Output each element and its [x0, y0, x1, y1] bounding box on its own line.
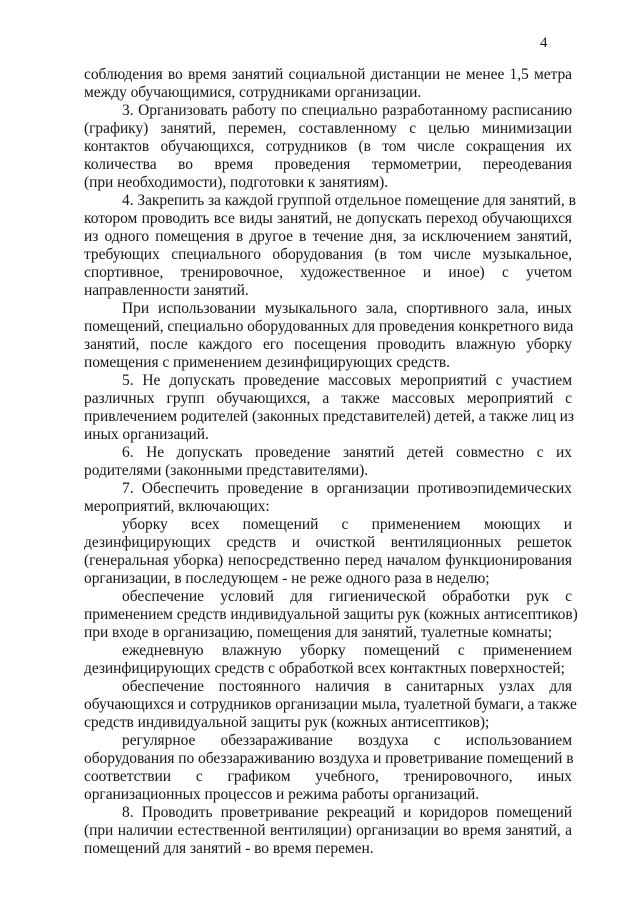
text-line: При использовании музыкального зала, спортивного зала, иных	[122, 300, 572, 317]
text-line: помещений для занятий - во время перемен.	[84, 840, 374, 857]
text-line: 5. Не допускать проведение массовых мероприятий с участием	[122, 372, 572, 389]
text-line: направленности занятий.	[84, 282, 249, 299]
paragraph-hand-hygiene	[84, 588, 578, 642]
paragraph-item-8	[84, 804, 572, 858]
text-line: обеспечение постоянного наличия в санитарных узлах для	[122, 678, 572, 695]
text-line: требующих специального оборудования (в том числе музыкальное,	[84, 246, 572, 263]
text-line: родителями (законными представителями).	[84, 462, 369, 479]
text-line: 7. Обеспечить проведение в организации противоэпидемических	[122, 480, 572, 497]
paragraph-item-7	[84, 480, 572, 516]
text-line: привлечением родителей (законных представителей) детей, а также лиц из	[84, 408, 574, 425]
paragraph-item-4	[84, 192, 576, 300]
text-line: мероприятий, включающих:	[84, 498, 270, 515]
text-line: иных организаций.	[84, 426, 209, 443]
text-line: обеспечение условий для гигиенической обработки рук с	[122, 588, 572, 605]
text-line: помещений, специально оборудованных для проведения конкретного вида	[84, 318, 574, 335]
text-line: организационных процессов и режима работы организаций.	[84, 786, 480, 803]
paragraph-item-6	[84, 444, 572, 480]
text-line: 6. Не допускать проведение занятий детей совместно с их	[122, 444, 572, 461]
text-line: (графику) занятий, перемен, составленному с целью минимизации	[84, 120, 572, 137]
text-line: (генеральная уборка) непосредственно перед началом функционирования	[84, 552, 572, 569]
text-line: количества во время проведения термометрии, переодевания	[84, 156, 572, 173]
text-line: спортивное, тренировочное, художественное и иное) с учетом	[84, 264, 572, 281]
text-line: (при необходимости), подготовки к занятиям).	[84, 174, 389, 191]
text-line: помещения с применением дезинфицирующих средств.	[84, 354, 450, 371]
text-line: котором проводить все виды занятий, не допускать переход обучающихся	[84, 210, 572, 227]
paragraph-wet-cleaning	[84, 642, 572, 678]
text-line: различных групп обучающихся, а также массовых мероприятий с	[84, 390, 572, 407]
text-line: соответствии с графиком учебного, тренировочного, иных	[84, 768, 572, 785]
text-line: регулярное обеззараживание воздуха с использованием	[122, 732, 572, 749]
text-line: ежедневную влажную уборку помещений с применением	[122, 642, 572, 659]
text-line: 3. Организовать работу по специально разработанному расписанию	[122, 102, 572, 119]
text-line: 4. Закрепить за каждой группой отдельное помещение для занятий, в	[122, 192, 576, 209]
text-line: оборудования по обеззараживанию воздуха и проветривание помещений в	[84, 750, 574, 767]
text-line: обучающихся и сотрудников организации мыла, туалетной бумаги, а также	[84, 696, 577, 713]
paragraph-supplies	[84, 678, 577, 732]
text-line: при входе в организацию, помещения для занятий, туалетные комнаты;	[84, 624, 553, 641]
paragraph-continuation	[84, 66, 572, 102]
text-line: (при наличии естественной вентиляции) организации во время занятий, а	[84, 822, 572, 839]
text-line: применением средств индивидуальной защиты рук (кожных антисептиков)	[84, 606, 578, 623]
text-line: занятий, после каждого его посещения проводить влажную уборку	[84, 336, 572, 353]
text-line: из одного помещения в другое в течение дня, за исключением занятий,	[84, 228, 572, 245]
page-number: 4	[540, 35, 548, 51]
text-line: 8. Проводить проветривание рекреаций и коридоров помещений	[122, 804, 572, 821]
paragraph-item-3	[84, 102, 572, 192]
paragraph-cleaning	[84, 516, 572, 588]
text-line: дезинфицирующих средств и очисткой вентиляционных решеток	[84, 534, 572, 551]
paragraph-air-disinfection	[84, 732, 572, 804]
text-line: между обучающимися, сотрудниками организации.	[84, 84, 422, 101]
text-line: соблюдения во время занятий социальной дистанции не менее 1,5 метра	[84, 66, 572, 83]
paragraph-halls	[84, 300, 572, 372]
text-line: дезинфицирующих средств с обработкой всех контактных поверхностей;	[84, 660, 565, 677]
text-line: уборку всех помещений с применением моющих и	[122, 516, 572, 533]
document-body	[84, 66, 578, 858]
paragraph-item-5	[84, 372, 572, 444]
text-line: средств индивидуальной защиты рук (кожных антисептиков);	[84, 714, 490, 731]
text-line: организации, в последующем - не реже одного раза в неделю;	[84, 570, 490, 587]
text-line: контактов обучающихся, сотрудников (в том числе сокращения их	[84, 138, 572, 155]
